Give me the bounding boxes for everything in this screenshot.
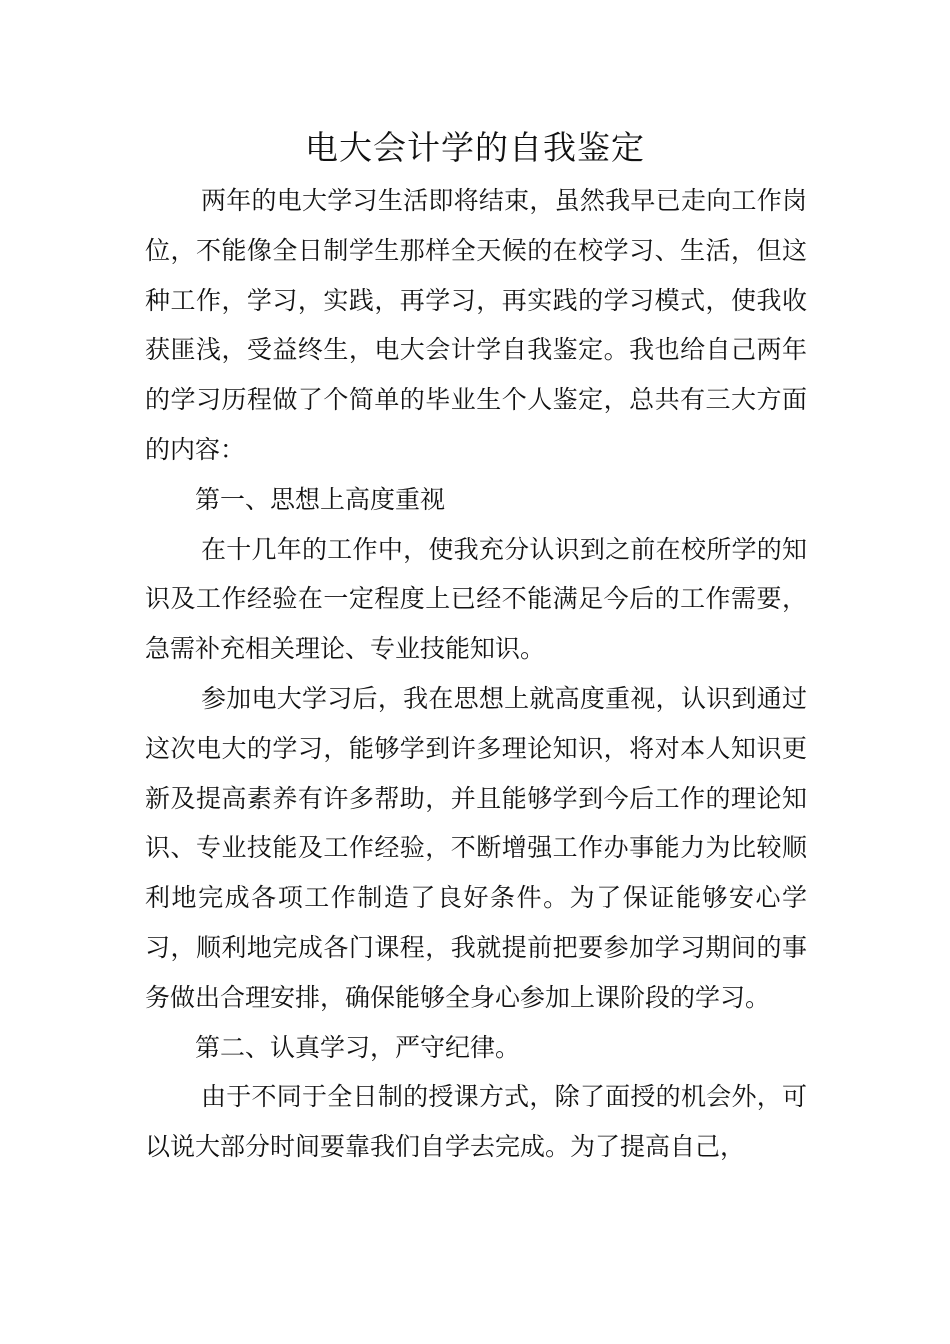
document-title: 电大会计学的自我鉴定 <box>305 128 645 167</box>
paragraph-section1-b: 参加电大学习后，我在思想上就高度重视，认识到通过这次电大的学习，能够学到许多理论知识，将对本人知识更新及提高素养有许多帮助，并且能够学到今后工作的理论知识、专业技能及工作经验，不断增强工作办事能力为比较顺利地完成各项工作制造了良好条件。为了保证能够安心学习，顺利地完成各门课程，我就提前把要参加学习期间的事务做出合理安排，确保能够全身心参加上课阶段的学习。 <box>145 683 807 1012</box>
paragraph-intro: 两年的电大学习生活即将结束，虽然我早已走向工作岗位，不能像全日制学生那样全天候的在校学习、生活，但这种工作，学习，实践，再学习，再实践的学习模式，使我收获匪浅，受益终生，电大会计学自我鉴定。我也给自己两年的学习历程做了个简单的毕业生个人鉴定，总共有三大方面的内容： <box>145 186 807 464</box>
paragraph-section1-a: 在十几年的工作中，使我充分认识到之前在校所学的知识及工作经验在一定程度上已经不能满足今后的工作需要，急需补充相关理论、专业技能知识。 <box>145 534 807 664</box>
section-heading-1: 第一、思想上高度重视 <box>195 484 446 514</box>
document-body <box>145 176 807 1172</box>
paragraph-section2-a: 由于不同于全日制的授课方式，除了面授的机会外，可以说大部分时间要靠我们自学去完成。为了提高自己， <box>145 1082 807 1162</box>
section-heading-2: 第二、认真学习，严守纪律。 <box>195 1032 521 1062</box>
